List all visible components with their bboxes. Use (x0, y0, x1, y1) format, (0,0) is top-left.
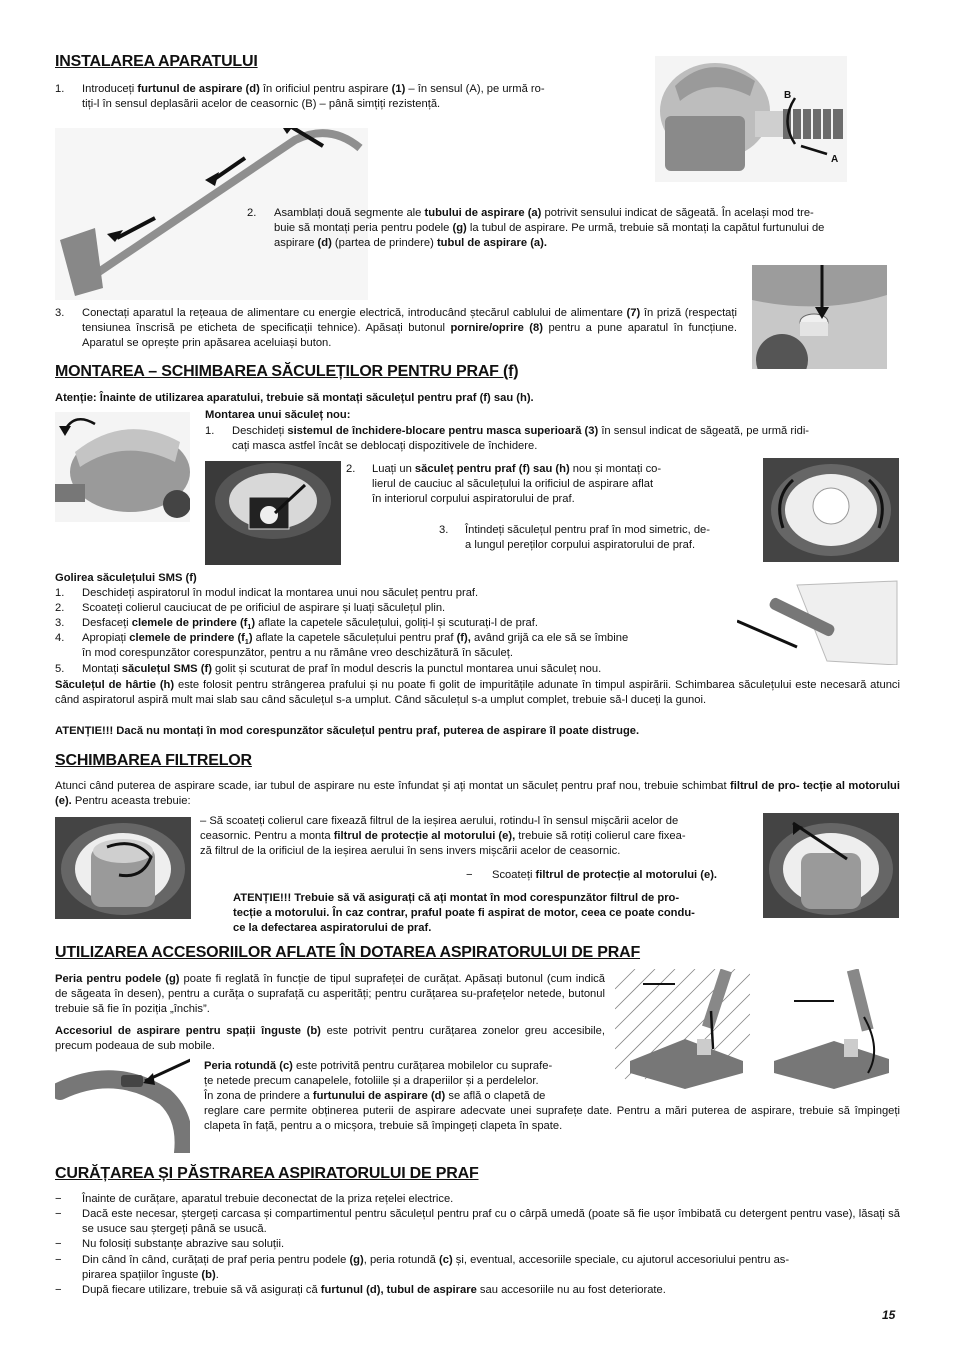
paper-bag-paragraph: Săculețul de hârtie (h) este folosit pentru strângerea prafului și nu poate fi golit de impuritățile adunate în timpul aspirării. Schimbarea săculețului este necesară atunci când aspiratorul aspiră mult mai slab sau când săculețul s-a umplut. Când săculețul s-a umplut complet, trebuie să-l duceți la gunoi. (55, 679, 901, 706)
open-lid-image (55, 412, 190, 522)
dash-bullet: − (55, 1284, 62, 1296)
section-title-accessories: UTILIZAREA ACCESORIILOR AFLATE ÎN DOTAREA ASPIRATORULUI DE PRAF (55, 944, 641, 961)
install-bag-subheading: Montarea unui săculeț nou: (205, 409, 351, 421)
floor-brush-paragraph: Peria pentru podele (g) poate fi reglată în funcție de tipul suprafeței de curățat. Apăsați butonul (cum indică de săgeata în desen), pentru a curăța o suprafață cu asperități; pentru curățarea su-prafețelor netede, butonul trebuie să fie în poziția „închis”. (55, 973, 605, 1015)
power-button-image (752, 265, 887, 369)
empty-bag-heading: Golirea săculețului SMS (f) (55, 572, 197, 584)
bag-inside-image (763, 458, 899, 562)
item-number: 3. (55, 307, 65, 319)
item-number: 1. (55, 587, 65, 599)
round-brush-paragraph: Peria rotundă (c) este potrivită pentru curățarea mobilelor cu suprafe- țe netede precum canapelele, fotoliile și a draperiilor și a perdelelor. În zona de prindere a furtunului de aspirare (d) se află o clapetă de (204, 1060, 553, 1102)
item-number: 3. (55, 617, 65, 629)
cleaning-item-5: După fiecare utilizare, trebuie să vă asigurați că furtunul (d), tubul de aspirare sau accesoriile nu au fost deteriorate. (82, 1284, 666, 1296)
filter-intro: Atunci când puterea de aspirare scade, iar tubul de aspirare nu este înfundat și ați montat un săculeț pentru praf nou, trebuie schimbat filtrul de pro- tecție al motorului (e). Pentru aceasta trebuie: (55, 780, 900, 807)
bag-collar-image (205, 461, 341, 565)
empty-step-3: Desfaceți clemele de prindere $(f_1)$ aflate la capetele săculețului, goliți-l și scuturați-l de praf. (82, 617, 538, 632)
filter-warning: ATENȚIE!!! Trebuie să vă asigurați că ați montat în mod corespunzător filtrul de pro- tecție a motorului. În caz contrar, praful poate fi aspirat de motor, ceea ce poate condu- ce la defectarea aspiratorului de praf. (233, 892, 695, 934)
item-number: 4. (55, 632, 65, 644)
install-step-2: Asamblați două segmente ale tubului de aspirare (a) potrivit sensului indicat de săgeată. În același mod tre- buie să montați peria pentru podele (g) la tubul de aspirare. Pe urmă, trebuie să montați la capătul furtunului de aspirare (d) (partea de prindere) tubul de aspirare (a). (274, 207, 825, 249)
page-number: 15 (882, 1308, 896, 1322)
crevice-tool-paragraph: Accesoriul de aspirare pentru spații înguste (b) este potrivit pentru curățarea zonelor greu accesibile, precum podeaua de sub mobile. (55, 1025, 605, 1052)
filter-rotate-image (55, 817, 191, 919)
empty-step-5: Montați săculețul SMS (f) golit și scuturat de praf în modul descris la punctul montarea unui săculeț nou. (82, 663, 602, 675)
bag-step-1: Deschideți sistemul de închidere-blocare pentru masca superioară (3) în sensul indicat de săgeată, pe urmă ridi- cați masca astfel încât se deblocați dispozitivele de închidere. (232, 425, 810, 452)
item-number: 5. (55, 663, 65, 675)
filter-remove-step: Scoateți filtrul de protecție al motorului (e). (492, 869, 718, 881)
dash-bullet: − (466, 869, 473, 881)
label-b: B (784, 90, 792, 101)
cleaning-item-2: Dacă este necesar, ștergeți carcasa și compartimentul pentru săculețul pentru praf cu o cârpă umedă (poate să fie ușor îmbibată cu detergent pentru vase), lăsați să se usuce sau ștergeți până se usucă. (82, 1208, 900, 1235)
label-a: A (831, 154, 839, 165)
suction-regulator-paragraph: reglare care permite obținerea puterii de aspirare adecvate unei suprafețe date. Pentru a mări puterea de aspirare, trebuie să împingeți clapeta în față, pentru a o micșora, trebuie să împingeți clapeta în spate. (204, 1105, 900, 1132)
cleaning-item-1: Înainte de curățare, aparatul trebuie deconectat de la priza rețelei electrice. (82, 1193, 454, 1205)
item-number: 1. (55, 83, 65, 95)
section-title-dust-bags: MONTAREA – SCHIMBAREA SĂCULEȚILOR PENTRU PRAF (f) (55, 363, 519, 380)
item-number: 2. (247, 207, 257, 219)
dash-bullet: − (55, 1208, 62, 1220)
empty-step-2: Scoateți colierul cauciucat de pe orificiul de aspirare și luați săculețul plin. (82, 602, 446, 614)
item-number: 2. (346, 463, 356, 475)
section-title-filters: SCHIMBAREA FILTRELOR (55, 752, 252, 769)
floor-brush-smooth-image (764, 969, 899, 1093)
sms-bag-image (737, 577, 899, 665)
bag-warning: ATENȚIE!!! Dacă nu montați în mod corespunzător săculețul pentru praf, puterea de aspirare îl poate distruge. (55, 725, 640, 737)
section-title-installation: INSTALAREA APARATULUI (55, 53, 258, 70)
section-title-cleaning: CURĂȚAREA ȘI PĂSTRAREA ASPIRATORULUI DE PRAF (55, 1165, 479, 1182)
cleaning-item-3: Nu folosiți substanțe abrazive sau soluții. (82, 1238, 285, 1250)
bag-step-2: Luați un săculeț pentru praf (f) sau (h) nou și montați co- lierul de cauciuc al săculețului la orificiul de aspirare aflat în interiorul corpului aspiratorului de praf. (372, 463, 662, 505)
item-number: 3. (439, 524, 449, 536)
floor-brush-rough-image (615, 969, 750, 1093)
hose-connection-image (655, 56, 847, 182)
cleaning-item-4: Din când în când, curățați de praf peria pentru podele (g), peria rotundă (c) și, eventual, accesoriile speciale, cu ajutorul accesoriului pentru as- pirarea spațiilor înguste (b). (82, 1254, 790, 1281)
empty-step-1: Deschideți aspiratorul în modul indicat la montarea unui nou săculeț pentru praf. (82, 587, 479, 599)
hose-handle-image (55, 1057, 190, 1153)
bag-step-3: Întindeți săculețul pentru praf în mod simetric, de- a lungul pereților corpului aspiratorului de praf. (465, 524, 710, 551)
dash-bullet: − (55, 1193, 62, 1205)
empty-step-4: Apropiați clemele de prindere $(f_1)$ aflate la capetele săculețului pentru praf (f), având grijă ca ele să se îmbine în mod corespunzător corespunzător, pentru a nu rămâne vreo deschizătură în săculeț. (82, 632, 629, 659)
dust-bag-warning: Atenție: Înainte de utilizarea aparatului, trebuie să montați săculețul pentru praf (f) sau (h). (55, 392, 534, 404)
dash-bullet: − (55, 1238, 62, 1250)
install-step-3: Conectați aparatul la rețeaua de alimentare cu energie electrică, introducând ștecărul cablului de alimentare (7) în priză (respectați tensiunea înscrisă pe eticheta de specificații tehnice). Apăsați butonul pornire/oprire (8) pentru a pune aparatul în funcțiune. Aparatul se oprește prin apăsarea aceluiași buton. (82, 307, 737, 349)
filter-remove-image (763, 813, 899, 918)
item-number: 1. (205, 425, 215, 437)
install-step-1: Introduceți furtunul de aspirare (d) în orificiul pentru aspirare (1) – în sensul (A), pe urmă ro- tiți-l în sensul deplasării acelor de ceasornic (B) – până simțiți rezistență. (82, 83, 545, 110)
filter-remove-collar: – Să scoateți colierul care fixează filtrul de la ieșirea aerului, rotindu-l în sensul mișcării acelor de ceasornic. Pentru a monta filtrul de protecție al motorului (e), trebuie să rotiți colierul care fixea- ză filtrul de la orificiul de la ieșirea aerului în sens invers mișcării acelor de ceasornic. (200, 815, 686, 857)
item-number: 2. (55, 602, 65, 614)
dash-bullet: − (55, 1254, 62, 1266)
